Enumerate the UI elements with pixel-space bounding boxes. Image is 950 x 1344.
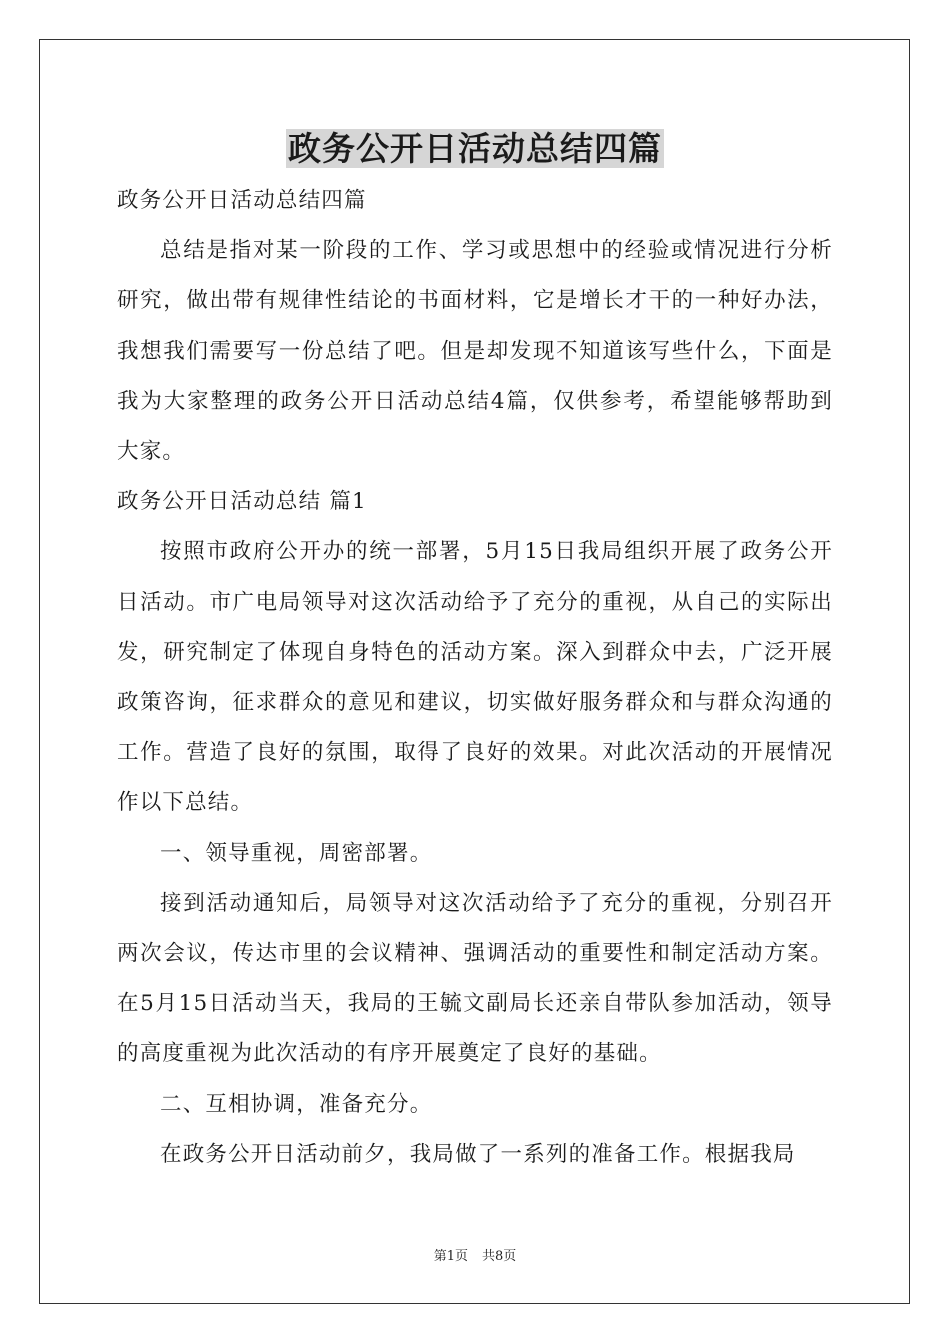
intro-paragraph: 总结是指对某一阶段的工作、学习或思想中的经验或情况进行分析研究，做出带有规律性结论的书面材料，它是增长才干的一种好办法，我想我们需要写一份总结了吧。但是却发现不知道该写些什么，下面是我为大家整理的政务公开日活动总结4篇，仅供参考，希望能够帮助到大家。 <box>117 238 833 465</box>
document-body <box>117 176 833 1180</box>
sub-heading: 一、领导重视，周密部署。 <box>160 840 433 866</box>
sub-heading: 二、互相协调，准备充分。 <box>160 1091 433 1117</box>
body-paragraph: 在政务公开日活动前夕，我局做了一系列的准备工作。根据我局 <box>160 1141 796 1167</box>
body-paragraph: 接到活动通知后，局领导对这次活动给予了充分的重视，分别召开两次会议，传达市里的会议精神、强调活动的重要性和制定活动方案。在5月15日活动当天，我局的王毓文副局长还亲自带队参加活动，领导的高度重视为此次活动的有序开展奠定了良好的基础。 <box>117 890 833 1067</box>
section-heading: 政务公开日活动总结 篇1 <box>117 489 367 515</box>
page-footer <box>0 1247 950 1267</box>
document-title <box>0 125 950 173</box>
document-title-text: 政务公开日活动总结四篇 <box>288 129 662 168</box>
page-number-total: 共8页 <box>482 1249 517 1264</box>
body-paragraph: 按照市政府公开办的统一部署，5月15日我局组织开展了政务公开日活动。市广电局领导对这次活动给予了充分的重视，从自己的实际出发，研究制定了体现自身特色的活动方案。深入到群众中去，广泛开展政策咨询，征求群众的意见和建议，切实做好服务群众和与群众沟通的工作。营造了良好的氛围，取得了良好的效果。对此次活动的开展情况作以下总结。 <box>117 539 833 816</box>
page-number-current: 第1页 <box>433 1249 468 1264</box>
subtitle-line: 政务公开日活动总结四篇 <box>117 188 367 213</box>
